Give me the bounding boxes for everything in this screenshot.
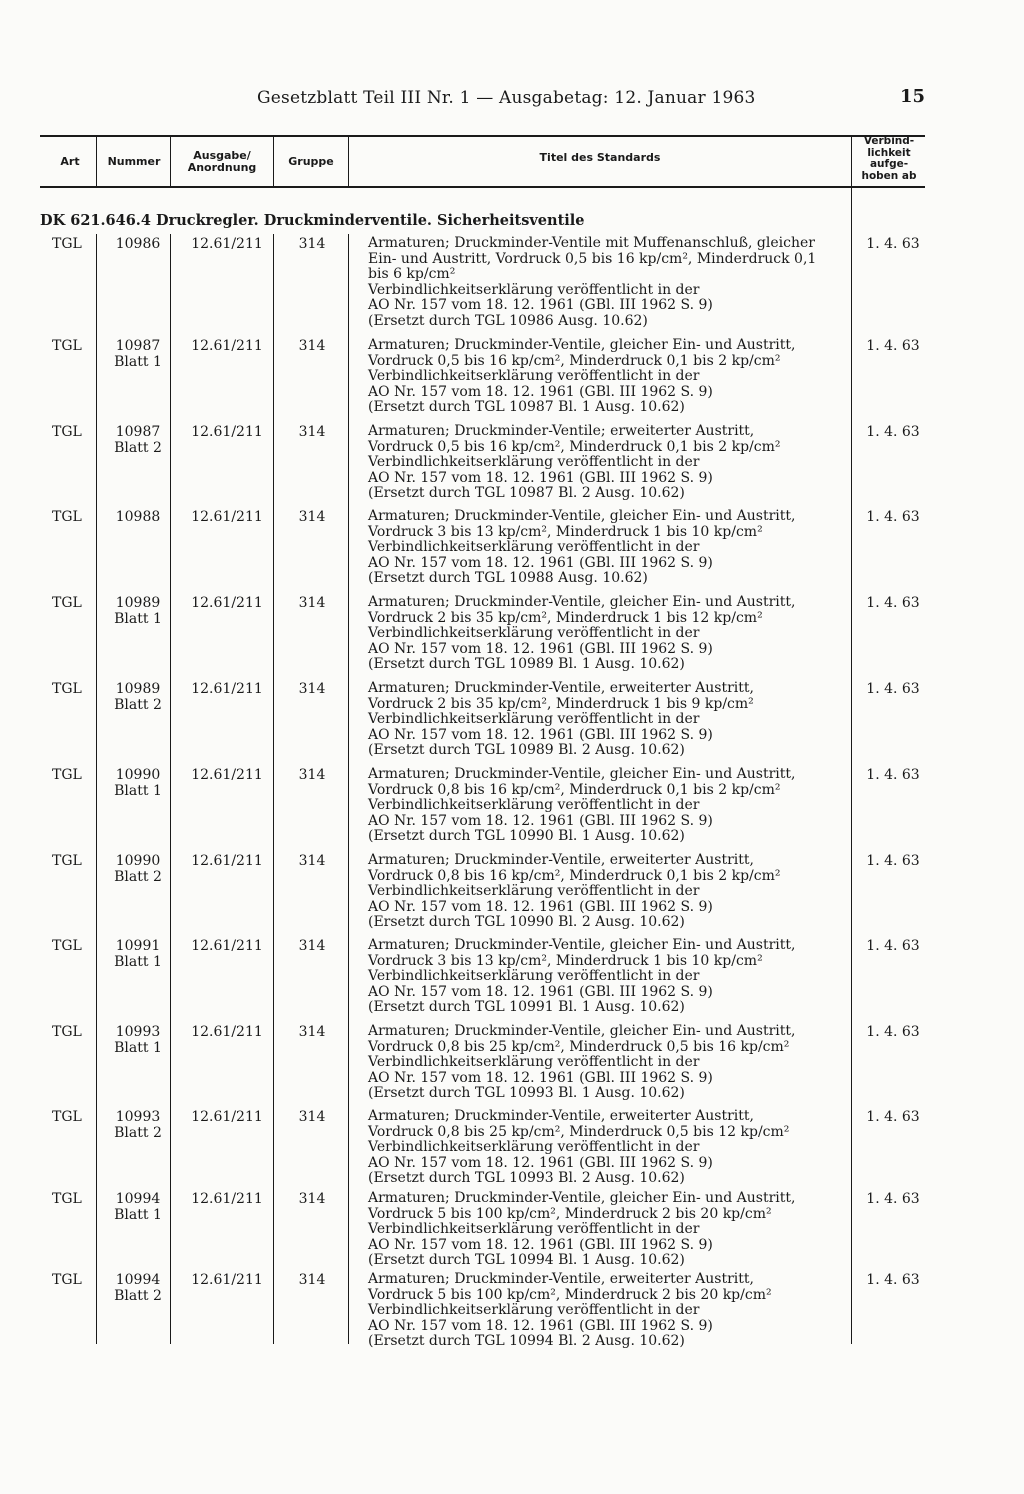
cell-titel-line: Verbindlichkeitserklärung veröffentlicht in der bbox=[368, 1302, 700, 1318]
cell-titel-line: Vordruck 0,5 bis 16 kp/cm², Minderdruck 0,1 bis 2 kp/cm² bbox=[368, 352, 781, 369]
col-header-aufgehoben-line1: Verbind- bbox=[863, 135, 915, 147]
cell-nummer-value: 10987 bbox=[115, 424, 161, 440]
cell-gruppe: 314 bbox=[298, 338, 326, 354]
cell-titel-line: Armaturen; Druckminder-Ventile, gleicher Ein- und Austritt, bbox=[368, 937, 796, 953]
cell-titel-line: Verbindlichkeitserklärung veröffentlicht in der bbox=[368, 281, 700, 298]
cell-titel-line: AO Nr. 157 vom 18. 12. 1961 (GBl. III 1962 S. 9) bbox=[368, 297, 713, 313]
cell-ausgabe: 12.61/211 bbox=[191, 1024, 263, 1040]
cell-titel-line: Armaturen; Druckminder-Ventile, gleicher Ein- und Austritt, bbox=[368, 1023, 796, 1039]
header-divider-2 bbox=[170, 137, 171, 186]
cell-titel-line: (Ersetzt durch TGL 10989 Bl. 1 Ausg. 10.62) bbox=[368, 656, 685, 672]
cell-titel bbox=[368, 338, 848, 416]
cell-titel bbox=[368, 1272, 848, 1350]
cell-aufgehoben: 1. 4. 63 bbox=[866, 1272, 920, 1288]
cell-ausgabe: 12.61/211 bbox=[191, 236, 263, 252]
cell-blatt-value: Blatt 1 bbox=[114, 1040, 162, 1056]
cell-nummer bbox=[98, 1109, 178, 1141]
cell-gruppe: 314 bbox=[298, 681, 326, 697]
cell-nummer-value: 10990 bbox=[115, 767, 161, 783]
cell-titel-line: (Ersetzt durch TGL 10987 Bl. 1 Ausg. 10.62) bbox=[368, 399, 685, 415]
cell-ausgabe: 12.61/211 bbox=[191, 853, 263, 869]
cell-aufgehoben: 1. 4. 63 bbox=[866, 853, 920, 869]
cell-nummer-value: 10993 bbox=[115, 1024, 161, 1040]
cell-titel-line: bis 6 kp/cm² bbox=[368, 266, 456, 282]
cell-gruppe: 314 bbox=[298, 236, 326, 252]
col-header-ausgabe bbox=[172, 150, 272, 174]
cell-blatt-value: Blatt 2 bbox=[114, 869, 162, 885]
table-row bbox=[0, 424, 1024, 508]
table-row bbox=[0, 338, 1024, 422]
header-divider-1 bbox=[96, 137, 97, 186]
cell-titel-line: Vordruck 0,5 bis 16 kp/cm², Minderdruck 0,1 bis 2 kp/cm² bbox=[368, 438, 781, 455]
cell-blatt-value: Blatt 2 bbox=[114, 440, 162, 456]
cell-titel-line: (Ersetzt durch TGL 10988 Ausg. 10.62) bbox=[368, 570, 648, 586]
table-row bbox=[0, 767, 1024, 851]
cell-titel-line: Armaturen; Druckminder-Ventile mit Muffenanschluß, gleicher bbox=[368, 235, 815, 251]
cell-art: TGL bbox=[52, 1109, 82, 1125]
cell-art: TGL bbox=[52, 1272, 82, 1288]
cell-titel-line: Armaturen; Druckminder-Ventile, gleicher Ein- und Austritt, bbox=[368, 594, 796, 610]
cell-titel-line: (Ersetzt durch TGL 10990 Bl. 2 Ausg. 10.62) bbox=[368, 914, 685, 930]
table-row bbox=[0, 509, 1024, 593]
table-row bbox=[0, 681, 1024, 765]
cell-titel-line: Vordruck 3 bis 13 kp/cm², Minderdruck 1 bis 10 kp/cm² bbox=[368, 523, 763, 540]
cell-aufgehoben: 1. 4. 63 bbox=[866, 338, 920, 354]
cell-ausgabe: 12.61/211 bbox=[191, 424, 263, 440]
cell-titel bbox=[368, 1024, 848, 1102]
cell-titel-line: AO Nr. 157 vom 18. 12. 1961 (GBl. III 1962 S. 9) bbox=[368, 469, 713, 486]
cell-art: TGL bbox=[52, 595, 82, 611]
col-header-aufgehoben-line3: aufge- bbox=[869, 158, 909, 170]
cell-titel-line: Verbindlichkeitserklärung veröffentlicht in der bbox=[368, 454, 700, 470]
cell-titel-line: Vordruck 5 bis 100 kp/cm², Minderdruck 2 bis 20 kp/cm² bbox=[368, 1205, 772, 1222]
cell-aufgehoben: 1. 4. 63 bbox=[866, 681, 920, 697]
cell-titel-line: Armaturen; Druckminder-Ventile, gleicher Ein- und Austritt, bbox=[368, 337, 796, 353]
cell-titel-line: Vordruck 3 bis 13 kp/cm², Minderdruck 1 bis 10 kp/cm² bbox=[368, 952, 763, 969]
cell-titel-line: AO Nr. 157 vom 18. 12. 1961 (GBl. III 1962 S. 9) bbox=[368, 1317, 713, 1334]
cell-nummer bbox=[98, 767, 178, 799]
cell-aufgehoben: 1. 4. 63 bbox=[866, 767, 920, 783]
cell-titel-line: AO Nr. 157 vom 18. 12. 1961 (GBl. III 1962 S. 9) bbox=[368, 898, 713, 915]
cell-ausgabe: 12.61/211 bbox=[191, 1272, 263, 1288]
cell-titel-line: Verbindlichkeitserklärung veröffentlicht in der bbox=[368, 1054, 700, 1070]
cell-titel-line: Verbindlichkeitserklärung veröffentlicht in der bbox=[368, 1139, 700, 1155]
cell-titel-line: Vordruck 0,8 bis 25 kp/cm², Minderdruck 0,5 bis 12 kp/cm² bbox=[368, 1123, 790, 1140]
table-row bbox=[0, 1191, 1024, 1275]
header-divider-4 bbox=[348, 137, 349, 186]
cell-titel-line: Verbindlichkeitserklärung veröffentlicht in der bbox=[368, 883, 700, 899]
cell-titel-line: (Ersetzt durch TGL 10994 Bl. 2 Ausg. 10.62) bbox=[368, 1333, 685, 1349]
cell-titel-line: Verbindlichkeitserklärung veröffentlicht in der bbox=[368, 368, 700, 384]
cell-titel-line: (Ersetzt durch TGL 10987 Bl. 2 Ausg. 10.62) bbox=[368, 485, 685, 501]
cell-art: TGL bbox=[52, 338, 82, 354]
cell-blatt-value: Blatt 2 bbox=[114, 1125, 162, 1141]
cell-ausgabe: 12.61/211 bbox=[191, 767, 263, 783]
col-header-ausgabe-line2: Anordnung bbox=[187, 161, 257, 174]
cell-titel-line: Armaturen; Druckminder-Ventile, gleicher Ein- und Austritt, bbox=[368, 1190, 796, 1206]
cell-gruppe: 314 bbox=[298, 1272, 326, 1288]
cell-gruppe: 314 bbox=[298, 1109, 326, 1125]
cell-art: TGL bbox=[52, 681, 82, 697]
cell-titel-line: (Ersetzt durch TGL 10993 Bl. 1 Ausg. 10.62) bbox=[368, 1085, 685, 1101]
cell-titel-line: Armaturen; Druckminder-Ventile, gleicher Ein- und Austritt, bbox=[368, 766, 796, 782]
col-header-ausgabe-line1: Ausgabe/ bbox=[193, 149, 251, 162]
cell-titel-line: (Ersetzt durch TGL 10991 Bl. 1 Ausg. 10.62) bbox=[368, 999, 685, 1015]
cell-titel-line: Verbindlichkeitserklärung veröffentlicht in der bbox=[368, 539, 700, 555]
cell-ausgabe: 12.61/211 bbox=[191, 681, 263, 697]
cell-gruppe: 314 bbox=[298, 595, 326, 611]
cell-titel-line: Armaturen; Druckminder-Ventile, gleicher Ein- und Austritt, bbox=[368, 508, 796, 524]
running-head: Gesetzblatt Teil III Nr. 1 — Ausgabetag: 12. Januar 1963 bbox=[257, 88, 756, 108]
cell-nummer bbox=[98, 338, 178, 370]
cell-art: TGL bbox=[52, 1191, 82, 1207]
cell-aufgehoben: 1. 4. 63 bbox=[866, 938, 920, 954]
cell-nummer-value: 10989 bbox=[115, 595, 161, 611]
cell-blatt-value: Blatt 1 bbox=[114, 354, 162, 370]
cell-titel bbox=[368, 236, 848, 329]
table-row bbox=[0, 595, 1024, 679]
cell-blatt-value: Blatt 1 bbox=[114, 954, 162, 970]
cell-nummer-value: 10994 bbox=[115, 1272, 161, 1288]
cell-nummer bbox=[98, 424, 178, 456]
cell-aufgehoben: 1. 4. 63 bbox=[866, 595, 920, 611]
cell-nummer bbox=[98, 853, 178, 885]
cell-nummer bbox=[98, 1191, 178, 1223]
cell-titel-line: AO Nr. 157 vom 18. 12. 1961 (GBl. III 1962 S. 9) bbox=[368, 383, 713, 400]
col-header-art: Art bbox=[60, 155, 80, 168]
cell-titel-line: Verbindlichkeitserklärung veröffentlicht in der bbox=[368, 711, 700, 727]
table-row bbox=[0, 938, 1024, 1022]
cell-titel-line: (Ersetzt durch TGL 10990 Bl. 1 Ausg. 10.62) bbox=[368, 828, 685, 844]
cell-nummer bbox=[98, 509, 178, 525]
cell-gruppe: 314 bbox=[298, 767, 326, 783]
col-header-titel: Titel des Standards bbox=[539, 151, 661, 164]
col-header-gruppe: Gruppe bbox=[288, 155, 334, 168]
cell-titel bbox=[368, 424, 848, 502]
cell-aufgehoben: 1. 4. 63 bbox=[866, 1191, 920, 1207]
cell-titel-line: Armaturen; Druckminder-Ventile, erweiterter Austritt, bbox=[368, 1108, 754, 1124]
col-header-nummer: Nummer bbox=[107, 155, 161, 168]
cell-gruppe: 314 bbox=[298, 938, 326, 954]
cell-ausgabe: 12.61/211 bbox=[191, 338, 263, 354]
table-row bbox=[0, 1109, 1024, 1193]
cell-titel-line: Verbindlichkeitserklärung veröffentlicht in der bbox=[368, 797, 700, 813]
cell-art: TGL bbox=[52, 236, 82, 252]
cell-titel bbox=[368, 767, 848, 845]
table-row bbox=[0, 235, 1024, 329]
cell-titel-line: Vordruck 0,8 bis 16 kp/cm², Minderdruck 0,1 bis 2 kp/cm² bbox=[368, 781, 781, 798]
cell-gruppe: 314 bbox=[298, 424, 326, 440]
cell-titel-line: Verbindlichkeitserklärung veröffentlicht in der bbox=[368, 968, 700, 984]
cell-nummer-value: 10994 bbox=[115, 1191, 161, 1207]
cell-titel-line: AO Nr. 157 vom 18. 12. 1961 (GBl. III 1962 S. 9) bbox=[368, 726, 713, 743]
cell-nummer bbox=[98, 938, 178, 970]
cell-titel-line: AO Nr. 157 vom 18. 12. 1961 (GBl. III 1962 S. 9) bbox=[368, 640, 713, 657]
cell-nummer bbox=[98, 1024, 178, 1056]
cell-titel bbox=[368, 1191, 848, 1269]
cell-titel bbox=[368, 509, 848, 587]
cell-aufgehoben: 1. 4. 63 bbox=[866, 424, 920, 440]
cell-titel-line: Armaturen; Druckminder-Ventile, erweiterter Austritt, bbox=[368, 680, 754, 696]
cell-titel-line: Verbindlichkeitserklärung veröffentlicht in der bbox=[368, 1221, 700, 1237]
cell-blatt-value: Blatt 2 bbox=[114, 1288, 162, 1304]
cell-blatt-value: Blatt 1 bbox=[114, 783, 162, 799]
cell-gruppe: 314 bbox=[298, 1191, 326, 1207]
col-header-aufgehoben-line2: lichkeit bbox=[867, 146, 911, 159]
cell-gruppe: 314 bbox=[298, 1024, 326, 1040]
cell-titel-line: Vordruck 5 bis 100 kp/cm², Minderdruck 2 bis 20 kp/cm² bbox=[368, 1286, 772, 1303]
cell-ausgabe: 12.61/211 bbox=[191, 938, 263, 954]
cell-titel-line: AO Nr. 157 vom 18. 12. 1961 (GBl. III 1962 S. 9) bbox=[368, 983, 713, 1000]
col-header-aufgehoben bbox=[852, 136, 926, 182]
cell-titel-line: Vordruck 0,8 bis 25 kp/cm², Minderdruck 0,5 bis 16 kp/cm² bbox=[368, 1038, 790, 1055]
cell-titel-line: (Ersetzt durch TGL 10994 Bl. 1 Ausg. 10.62) bbox=[368, 1252, 685, 1268]
table-row bbox=[0, 1024, 1024, 1108]
col-header-aufgehoben-line4: hoben ab bbox=[861, 169, 917, 182]
cell-nummer-value: 10988 bbox=[115, 509, 161, 525]
cell-art: TGL bbox=[52, 938, 82, 954]
cell-blatt-value: Blatt 1 bbox=[114, 611, 162, 627]
cell-blatt-value: Blatt 2 bbox=[114, 697, 162, 713]
table-header-bottom-rule bbox=[40, 186, 925, 188]
cell-titel-line: (Ersetzt durch TGL 10993 Bl. 2 Ausg. 10.62) bbox=[368, 1170, 685, 1186]
cell-nummer bbox=[98, 595, 178, 627]
cell-nummer-value: 10993 bbox=[115, 1109, 161, 1125]
cell-titel-line: AO Nr. 157 vom 18. 12. 1961 (GBl. III 1962 S. 9) bbox=[368, 1236, 713, 1253]
cell-nummer bbox=[98, 681, 178, 713]
table-top-rule bbox=[40, 135, 925, 137]
cell-art: TGL bbox=[52, 1024, 82, 1040]
cell-nummer-value: 10987 bbox=[115, 338, 161, 354]
cell-titel bbox=[368, 681, 848, 759]
cell-ausgabe: 12.61/211 bbox=[191, 1109, 263, 1125]
cell-titel-line: AO Nr. 157 vom 18. 12. 1961 (GBl. III 1962 S. 9) bbox=[368, 1154, 713, 1171]
cell-ausgabe: 12.61/211 bbox=[191, 509, 263, 525]
cell-titel-line: Vordruck 2 bis 35 kp/cm², Minderdruck 1 bis 9 kp/cm² bbox=[368, 695, 754, 712]
cell-ausgabe: 12.61/211 bbox=[191, 1191, 263, 1207]
cell-gruppe: 314 bbox=[298, 853, 326, 869]
cell-aufgehoben: 1. 4. 63 bbox=[866, 236, 920, 252]
cell-titel bbox=[368, 1109, 848, 1187]
cell-titel-line: (Ersetzt durch TGL 10989 Bl. 2 Ausg. 10.62) bbox=[368, 742, 685, 758]
cell-titel-line: Vordruck 2 bis 35 kp/cm², Minderdruck 1 bis 12 kp/cm² bbox=[368, 609, 763, 626]
cell-aufgehoben: 1. 4. 63 bbox=[866, 1024, 920, 1040]
cell-art: TGL bbox=[52, 424, 82, 440]
cell-titel-line: Armaturen; Druckminder-Ventile, erweiterter Austritt, bbox=[368, 1271, 754, 1287]
cell-nummer-value: 10991 bbox=[115, 938, 161, 954]
cell-ausgabe: 12.61/211 bbox=[191, 595, 263, 611]
cell-titel-line: AO Nr. 157 vom 18. 12. 1961 (GBl. III 1962 S. 9) bbox=[368, 554, 713, 571]
cell-art: TGL bbox=[52, 853, 82, 869]
cell-titel-line: (Ersetzt durch TGL 10986 Ausg. 10.62) bbox=[368, 312, 648, 329]
cell-titel-line: AO Nr. 157 vom 18. 12. 1961 (GBl. III 1962 S. 9) bbox=[368, 1069, 713, 1086]
section-heading: DK 621.646.4 Druckregler. Druckminderventile. Sicherheitsventile bbox=[40, 212, 585, 229]
cell-titel-line: Armaturen; Druckminder-Ventile, erweiterter Austritt, bbox=[368, 852, 754, 868]
cell-titel-line: Verbindlichkeitserklärung veröffentlicht in der bbox=[368, 625, 700, 641]
cell-nummer bbox=[98, 1272, 178, 1304]
cell-nummer-value: 10986 bbox=[115, 236, 161, 252]
table-row bbox=[0, 853, 1024, 937]
cell-blatt-value: Blatt 1 bbox=[114, 1207, 162, 1223]
cell-titel bbox=[368, 938, 848, 1016]
cell-art: TGL bbox=[52, 767, 82, 783]
cell-aufgehoben: 1. 4. 63 bbox=[866, 1109, 920, 1125]
cell-aufgehoben: 1. 4. 63 bbox=[866, 509, 920, 525]
cell-titel bbox=[368, 595, 848, 673]
cell-art: TGL bbox=[52, 509, 82, 525]
cell-titel-line: Armaturen; Druckminder-Ventile; erweiterter Austritt, bbox=[368, 423, 755, 439]
cell-titel-line: Vordruck 0,8 bis 16 kp/cm², Minderdruck 0,1 bis 2 kp/cm² bbox=[368, 867, 781, 884]
cell-nummer-value: 10990 bbox=[115, 853, 161, 869]
cell-titel bbox=[368, 853, 848, 931]
cell-gruppe: 314 bbox=[298, 509, 326, 525]
page-number: 15 bbox=[900, 86, 926, 107]
cell-nummer-value: 10989 bbox=[115, 681, 161, 697]
cell-titel-line: AO Nr. 157 vom 18. 12. 1961 (GBl. III 1962 S. 9) bbox=[368, 812, 713, 829]
cell-titel-line: Ein- und Austritt, Vordruck 0,5 bis 16 kp/cm², Minderdruck 0,1 bbox=[368, 250, 817, 267]
cell-nummer bbox=[98, 236, 178, 252]
table-row bbox=[0, 1272, 1024, 1356]
